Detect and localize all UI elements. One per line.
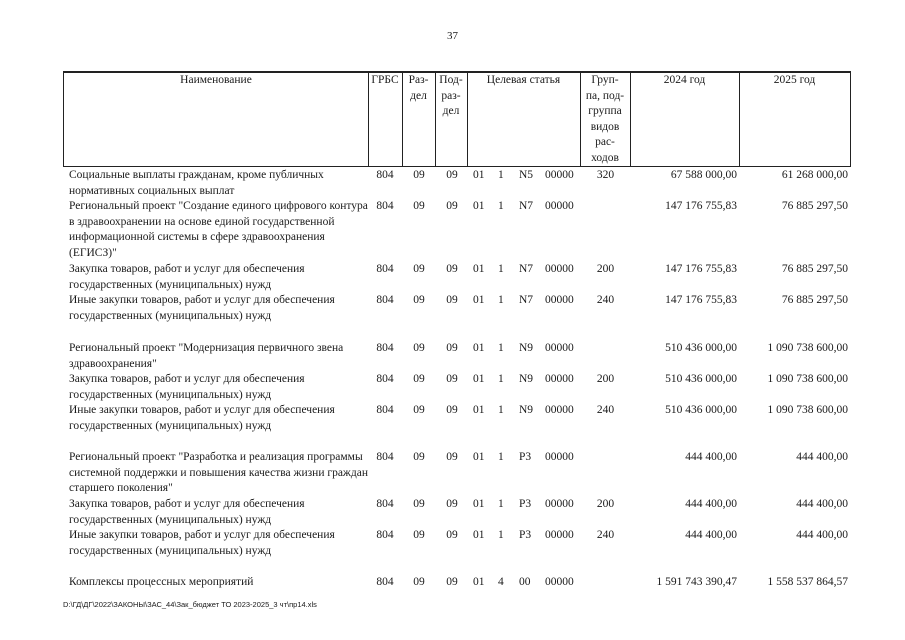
row-razdel: 09 xyxy=(413,294,425,306)
row-group: 240 xyxy=(596,529,615,541)
header-razdel: Раз- дел xyxy=(408,74,429,102)
row-group: 200 xyxy=(596,498,615,510)
row-target-3: N9 xyxy=(519,342,534,354)
row-target-3: P3 xyxy=(519,498,532,510)
row-2024: 510 436 000,00 xyxy=(665,373,737,385)
row-podrazdel: 09 xyxy=(446,373,458,385)
row-grbs: 804 xyxy=(376,404,394,416)
row-2024: 147 176 755,83 xyxy=(665,200,737,212)
row-grbs: 804 xyxy=(376,169,394,181)
row-podrazdel: 09 xyxy=(446,498,458,510)
row-2025: 444 400,00 xyxy=(796,451,848,463)
row-grbs: 804 xyxy=(376,529,394,541)
row-target-2: 1 xyxy=(498,451,504,463)
row-target-1: 01 xyxy=(473,451,485,463)
row-podrazdel: 09 xyxy=(446,576,458,588)
row-podrazdel: 09 xyxy=(446,529,458,541)
row-2025: 61 268 000,00 xyxy=(781,169,848,181)
row-podrazdel: 09 xyxy=(446,200,458,212)
row-target-1: 01 xyxy=(473,529,485,541)
row-target-4: 00000 xyxy=(545,294,574,306)
row-target-4: 00000 xyxy=(545,373,574,385)
row-group: 240 xyxy=(596,404,615,416)
row-target-3: N5 xyxy=(519,169,534,181)
row-2025: 76 885 297,50 xyxy=(781,294,848,306)
row-target-4: 00000 xyxy=(545,576,574,588)
row-2025: 76 885 297,50 xyxy=(781,263,848,275)
row-podrazdel: 09 xyxy=(446,169,458,181)
row-name: Закупка товаров, работ и услуг для обеспечения государственных (муниципальных) нужд xyxy=(69,373,305,401)
row-2024: 444 400,00 xyxy=(685,498,737,510)
row-name: Социальные выплаты гражданам, кроме публичных нормативных социальных выплат xyxy=(69,169,324,197)
row-grbs: 804 xyxy=(376,200,394,212)
row-2024: 67 588 000,00 xyxy=(670,169,737,181)
row-2024: 510 436 000,00 xyxy=(665,404,737,416)
row-target-2: 1 xyxy=(498,169,504,181)
file-path-footer: D:\ГД\ДГ\2022\ЗАКОНЫ\ЗАС_44\Зак_бюджет ТО 2023-2025_3 чт\пр14.xls xyxy=(63,600,317,609)
row-name: Комплексы процессных мероприятий xyxy=(69,576,254,588)
row-2025: 444 400,00 xyxy=(796,498,848,510)
row-2024: 147 176 755,83 xyxy=(665,294,737,306)
header-target: Целевая статья xyxy=(486,74,561,86)
row-target-2: 1 xyxy=(498,294,504,306)
row-target-3: N9 xyxy=(519,373,534,385)
row-name: Иные закупки товаров, работ и услуг для обеспечения государственных (муниципальных) нужд xyxy=(69,529,335,557)
row-target-2: 1 xyxy=(498,498,504,510)
row-target-4: 00000 xyxy=(545,263,574,275)
row-target-3: N7 xyxy=(519,200,534,212)
row-target-2: 1 xyxy=(498,200,504,212)
row-2025: 1 558 537 864,57 xyxy=(767,576,848,588)
header-podrazdel: Под- раз- дел xyxy=(439,74,463,117)
row-target-2: 1 xyxy=(498,342,504,354)
row-group: 240 xyxy=(596,294,615,306)
row-target-4: 00000 xyxy=(545,200,574,212)
row-target-2: 4 xyxy=(498,576,504,588)
row-target-1: 01 xyxy=(473,263,485,275)
row-target-2: 1 xyxy=(498,529,504,541)
page-number: 37 xyxy=(447,30,458,42)
row-name: Региональный проект "Создание единого цифрового контура в здравоохранении на основе единой государственной информационной системы в сфере здравоохранения (ЕГИСЗ)" xyxy=(69,200,368,259)
row-grbs: 804 xyxy=(376,576,394,588)
row-name: Закупка товаров, работ и услуг для обеспечения государственных (муниципальных) нужд xyxy=(69,263,305,291)
header-2025: 2025 год xyxy=(773,74,816,86)
row-target-3: 00 xyxy=(519,576,531,588)
row-razdel: 09 xyxy=(413,373,425,385)
row-target-3: N7 xyxy=(519,294,534,306)
row-podrazdel: 09 xyxy=(446,294,458,306)
row-group: 320 xyxy=(596,169,615,181)
row-target-3: P3 xyxy=(519,451,532,463)
row-grbs: 804 xyxy=(376,373,394,385)
row-razdel: 09 xyxy=(413,169,425,181)
row-target-1: 01 xyxy=(473,342,485,354)
row-target-2: 1 xyxy=(498,373,504,385)
row-group: 200 xyxy=(596,373,615,385)
row-name: Региональный проект "Модернизация первичного звена здравоохранения" xyxy=(69,342,344,370)
row-target-4: 00000 xyxy=(545,529,574,541)
row-target-1: 01 xyxy=(473,169,485,181)
row-target-1: 01 xyxy=(473,576,485,588)
row-podrazdel: 09 xyxy=(446,451,458,463)
header-group: Груп- па, под- группа видов рас- ходов xyxy=(585,74,625,164)
row-target-1: 01 xyxy=(473,294,485,306)
row-name: Иные закупки товаров, работ и услуг для обеспечения государственных (муниципальных) нужд xyxy=(69,294,335,322)
row-razdel: 09 xyxy=(413,451,425,463)
row-razdel: 09 xyxy=(413,498,425,510)
row-razdel: 09 xyxy=(413,529,425,541)
row-target-3: N9 xyxy=(519,404,534,416)
row-2025: 1 090 738 600,00 xyxy=(767,373,848,385)
row-target-4: 00000 xyxy=(545,342,574,354)
row-name: Региональный проект "Разработка и реализация программы системной поддержки и повышения качества жизни граждан старшего поколения" xyxy=(69,451,368,494)
header-2024: 2024 год xyxy=(663,74,706,86)
row-2024: 510 436 000,00 xyxy=(665,342,737,354)
row-razdel: 09 xyxy=(413,200,425,212)
row-razdel: 09 xyxy=(413,404,425,416)
row-razdel: 09 xyxy=(413,263,425,275)
row-2025: 1 090 738 600,00 xyxy=(767,404,848,416)
row-target-2: 1 xyxy=(498,263,504,275)
header-name: Наименование xyxy=(180,74,252,86)
row-2025: 76 885 297,50 xyxy=(781,200,848,212)
row-target-4: 00000 xyxy=(545,169,574,181)
row-razdel: 09 xyxy=(413,342,425,354)
row-target-3: P3 xyxy=(519,529,532,541)
row-target-3: N7 xyxy=(519,263,534,275)
row-grbs: 804 xyxy=(376,342,394,354)
row-target-1: 01 xyxy=(473,200,485,212)
row-name: Закупка товаров, работ и услуг для обеспечения государственных (муниципальных) нужд xyxy=(69,498,305,526)
row-name: Иные закупки товаров, работ и услуг для обеспечения государственных (муниципальных) нужд xyxy=(69,404,335,432)
row-grbs: 804 xyxy=(376,498,394,510)
row-target-1: 01 xyxy=(473,373,485,385)
row-2025: 1 090 738 600,00 xyxy=(767,342,848,354)
row-grbs: 804 xyxy=(376,263,394,275)
row-target-2: 1 xyxy=(498,404,504,416)
row-podrazdel: 09 xyxy=(446,342,458,354)
row-target-1: 01 xyxy=(473,498,485,510)
row-podrazdel: 09 xyxy=(446,404,458,416)
row-2025: 444 400,00 xyxy=(796,529,848,541)
row-razdel: 09 xyxy=(413,576,425,588)
header-grbs: ГРБС xyxy=(371,74,399,86)
row-group: 200 xyxy=(596,263,615,275)
row-2024: 147 176 755,83 xyxy=(665,263,737,275)
row-2024: 1 591 743 390,47 xyxy=(656,576,737,588)
row-target-4: 00000 xyxy=(545,404,574,416)
row-target-1: 01 xyxy=(473,404,485,416)
row-target-4: 00000 xyxy=(545,451,574,463)
row-grbs: 804 xyxy=(376,294,394,306)
row-2024: 444 400,00 xyxy=(685,529,737,541)
row-podrazdel: 09 xyxy=(446,263,458,275)
row-grbs: 804 xyxy=(376,451,394,463)
row-2024: 444 400,00 xyxy=(685,451,737,463)
row-target-4: 00000 xyxy=(545,498,574,510)
